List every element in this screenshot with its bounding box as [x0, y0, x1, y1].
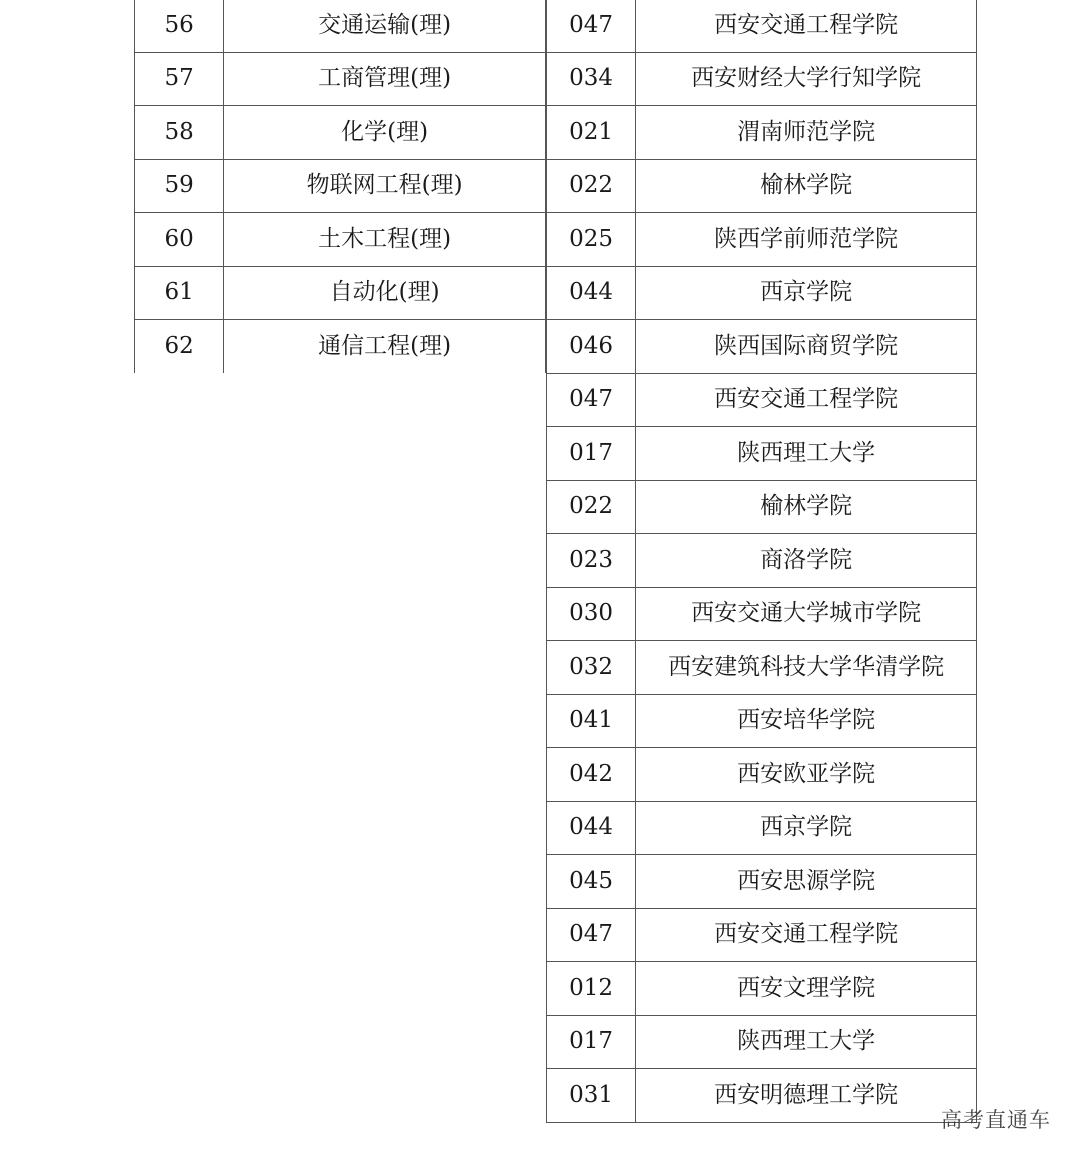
- school-name: 陕西理工大学: [636, 1015, 977, 1069]
- table-row: [547, 213, 977, 267]
- school-code: 017: [547, 1015, 636, 1069]
- school-name: 西安交通工程学院: [636, 373, 977, 427]
- school-code: 021: [547, 106, 636, 160]
- school-code: 041: [547, 694, 636, 748]
- school-code: 044: [547, 801, 636, 855]
- school-code: 047: [547, 373, 636, 427]
- school-name: 榆林学院: [636, 159, 977, 213]
- table-row: [135, 52, 546, 106]
- major-number: 57: [135, 52, 224, 106]
- school-name: 西京学院: [636, 801, 977, 855]
- table-row: [547, 0, 977, 52]
- major-table: [134, 0, 546, 373]
- watermark: 高考直通车: [941, 1108, 1051, 1132]
- table-row: [547, 373, 977, 427]
- school-name: 西安欧亚学院: [636, 748, 977, 802]
- school-code: 022: [547, 480, 636, 534]
- school-code: 023: [547, 534, 636, 588]
- table-row: [547, 641, 977, 695]
- table-row: [547, 694, 977, 748]
- table-row: [547, 908, 977, 962]
- table-row: [547, 748, 977, 802]
- school-code: 017: [547, 427, 636, 481]
- school-code: 031: [547, 1069, 636, 1123]
- major-number: 56: [135, 0, 224, 52]
- school-code: 022: [547, 159, 636, 213]
- table-row: [135, 266, 546, 320]
- table-row: [135, 0, 546, 52]
- table-row: [547, 320, 977, 374]
- school-code: 032: [547, 641, 636, 695]
- major-number: 62: [135, 320, 224, 373]
- school-name: 渭南师范学院: [636, 106, 977, 160]
- school-name: 西安交通大学城市学院: [636, 587, 977, 641]
- table-row: [547, 427, 977, 481]
- major-name: 物联网工程(理): [224, 159, 546, 213]
- school-name: 陕西理工大学: [636, 427, 977, 481]
- school-code: 044: [547, 266, 636, 320]
- school-name: 西安建筑科技大学华清学院: [636, 641, 977, 695]
- table-row: [547, 534, 977, 588]
- major-name: 化学(理): [224, 106, 546, 160]
- major-number: 61: [135, 266, 224, 320]
- major-name: 土木工程(理): [224, 213, 546, 267]
- school-name: 西安文理学院: [636, 962, 977, 1016]
- school-table: [546, 0, 977, 1123]
- school-name: 西安明德理工学院: [636, 1069, 977, 1123]
- table-row: [547, 1069, 977, 1123]
- school-code: 025: [547, 213, 636, 267]
- school-code: 034: [547, 52, 636, 106]
- school-name: 陕西国际商贸学院: [636, 320, 977, 374]
- school-name: 西安思源学院: [636, 855, 977, 909]
- table-row: [547, 855, 977, 909]
- school-name: 商洛学院: [636, 534, 977, 588]
- school-name: 西安交通工程学院: [636, 908, 977, 962]
- school-code: 030: [547, 587, 636, 641]
- school-name: 陕西学前师范学院: [636, 213, 977, 267]
- major-number: 59: [135, 159, 224, 213]
- school-name: 西安交通工程学院: [636, 0, 977, 52]
- major-name: 通信工程(理): [224, 320, 546, 373]
- table-row: [547, 1015, 977, 1069]
- school-code: 047: [547, 908, 636, 962]
- table-row: [547, 266, 977, 320]
- major-number: 58: [135, 106, 224, 160]
- table-row: [547, 159, 977, 213]
- school-code: 046: [547, 320, 636, 374]
- major-number: 60: [135, 213, 224, 267]
- table-row: [547, 106, 977, 160]
- table-row: [547, 801, 977, 855]
- school-code: 047: [547, 0, 636, 52]
- school-name: 西安培华学院: [636, 694, 977, 748]
- table-row: [547, 480, 977, 534]
- school-code: 012: [547, 962, 636, 1016]
- school-name: 西安财经大学行知学院: [636, 52, 977, 106]
- school-code: 042: [547, 748, 636, 802]
- school-name: 西京学院: [636, 266, 977, 320]
- major-name: 工商管理(理): [224, 52, 546, 106]
- major-name: 交通运输(理): [224, 0, 546, 52]
- table-row: [547, 52, 977, 106]
- major-name: 自动化(理): [224, 266, 546, 320]
- table-row: [547, 962, 977, 1016]
- table-row: [547, 587, 977, 641]
- school-name: 榆林学院: [636, 480, 977, 534]
- school-code: 045: [547, 855, 636, 909]
